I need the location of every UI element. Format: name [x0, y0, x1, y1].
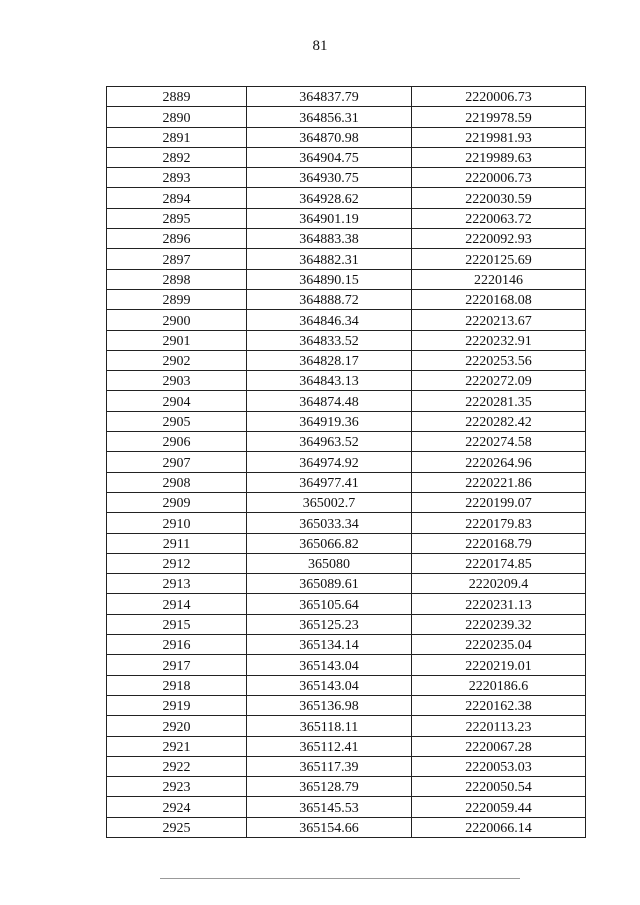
point-number-cell: 2920	[107, 716, 247, 736]
point-number-cell: 2919	[107, 695, 247, 715]
point-number-cell: 2918	[107, 675, 247, 695]
table-row	[107, 472, 586, 492]
point-number-cell: 2909	[107, 492, 247, 512]
point-number-cell: 2921	[107, 736, 247, 756]
y-coordinate-cell: 2220281.35	[412, 391, 586, 411]
table-row	[107, 432, 586, 452]
point-number-cell: 2922	[107, 756, 247, 776]
table-row	[107, 249, 586, 269]
point-number-cell: 2895	[107, 208, 247, 228]
table-row	[107, 87, 586, 107]
table-row	[107, 350, 586, 370]
x-coordinate-cell: 364828.17	[247, 350, 412, 370]
table-row	[107, 127, 586, 147]
table-row	[107, 716, 586, 736]
x-coordinate-cell: 364963.52	[247, 432, 412, 452]
x-coordinate-cell: 364919.36	[247, 411, 412, 431]
point-number-cell: 2915	[107, 614, 247, 634]
y-coordinate-cell: 2220272.09	[412, 371, 586, 391]
y-coordinate-cell: 2220213.67	[412, 310, 586, 330]
x-coordinate-cell: 365125.23	[247, 614, 412, 634]
point-number-cell: 2913	[107, 574, 247, 594]
point-number-cell: 2917	[107, 655, 247, 675]
table-row	[107, 574, 586, 594]
y-coordinate-cell: 2220253.56	[412, 350, 586, 370]
table-row	[107, 655, 586, 675]
table-row	[107, 310, 586, 330]
y-coordinate-cell: 2219978.59	[412, 107, 586, 127]
point-number-cell: 2897	[107, 249, 247, 269]
point-number-cell: 2924	[107, 797, 247, 817]
x-coordinate-cell: 365143.04	[247, 675, 412, 695]
x-coordinate-cell: 365105.64	[247, 594, 412, 614]
y-coordinate-cell: 2220209.4	[412, 574, 586, 594]
x-coordinate-cell: 364930.75	[247, 168, 412, 188]
point-number-cell: 2925	[107, 817, 247, 837]
y-coordinate-cell: 2220053.03	[412, 756, 586, 776]
point-number-cell: 2908	[107, 472, 247, 492]
x-coordinate-cell: 364888.72	[247, 289, 412, 309]
table-row	[107, 817, 586, 837]
point-number-cell: 2910	[107, 513, 247, 533]
x-coordinate-cell: 365002.7	[247, 492, 412, 512]
y-coordinate-cell: 2220274.58	[412, 432, 586, 452]
y-coordinate-cell: 2220113.23	[412, 716, 586, 736]
x-coordinate-cell: 365154.66	[247, 817, 412, 837]
x-coordinate-cell: 364846.34	[247, 310, 412, 330]
y-coordinate-cell: 2220232.91	[412, 330, 586, 350]
x-coordinate-cell: 364977.41	[247, 472, 412, 492]
x-coordinate-cell: 364870.98	[247, 127, 412, 147]
point-number-cell: 2900	[107, 310, 247, 330]
table-row	[107, 391, 586, 411]
y-coordinate-cell: 2220221.86	[412, 472, 586, 492]
y-coordinate-cell: 2220066.14	[412, 817, 586, 837]
y-coordinate-cell: 2220092.93	[412, 229, 586, 249]
point-number-cell: 2889	[107, 87, 247, 107]
y-coordinate-cell: 2220146	[412, 269, 586, 289]
bottom-rule	[160, 878, 520, 879]
table-row	[107, 513, 586, 533]
x-coordinate-cell: 364882.31	[247, 249, 412, 269]
table-row	[107, 229, 586, 249]
table-row	[107, 756, 586, 776]
table-row	[107, 289, 586, 309]
y-coordinate-cell: 2220059.44	[412, 797, 586, 817]
y-coordinate-cell: 2220168.08	[412, 289, 586, 309]
y-coordinate-cell: 2220067.28	[412, 736, 586, 756]
point-number-cell: 2901	[107, 330, 247, 350]
table-row	[107, 533, 586, 553]
point-number-cell: 2905	[107, 411, 247, 431]
x-coordinate-cell: 364833.52	[247, 330, 412, 350]
point-number-cell: 2903	[107, 371, 247, 391]
y-coordinate-cell: 2220235.04	[412, 635, 586, 655]
y-coordinate-cell: 2220239.32	[412, 614, 586, 634]
x-coordinate-cell: 365112.41	[247, 736, 412, 756]
x-coordinate-cell: 364856.31	[247, 107, 412, 127]
table-row	[107, 411, 586, 431]
table-row	[107, 675, 586, 695]
y-coordinate-cell: 2220264.96	[412, 452, 586, 472]
table-row	[107, 492, 586, 512]
point-number-cell: 2898	[107, 269, 247, 289]
table-row	[107, 208, 586, 228]
table-row	[107, 452, 586, 472]
table-row	[107, 695, 586, 715]
x-coordinate-cell: 365066.82	[247, 533, 412, 553]
y-coordinate-cell: 2220050.54	[412, 777, 586, 797]
table-row	[107, 797, 586, 817]
point-number-cell: 2904	[107, 391, 247, 411]
y-coordinate-cell: 2220162.38	[412, 695, 586, 715]
x-coordinate-cell: 364904.75	[247, 147, 412, 167]
y-coordinate-cell: 2220174.85	[412, 553, 586, 573]
table-row	[107, 594, 586, 614]
point-number-cell: 2894	[107, 188, 247, 208]
x-coordinate-cell: 365145.53	[247, 797, 412, 817]
x-coordinate-cell: 365143.04	[247, 655, 412, 675]
x-coordinate-cell: 364928.62	[247, 188, 412, 208]
table-row	[107, 553, 586, 573]
x-coordinate-cell: 365136.98	[247, 695, 412, 715]
y-coordinate-cell: 2220006.73	[412, 87, 586, 107]
coordinates-table	[106, 86, 586, 838]
x-coordinate-cell: 365134.14	[247, 635, 412, 655]
x-coordinate-cell: 365033.34	[247, 513, 412, 533]
x-coordinate-cell: 364974.92	[247, 452, 412, 472]
x-coordinate-cell: 365128.79	[247, 777, 412, 797]
y-coordinate-cell: 2220282.42	[412, 411, 586, 431]
table-row	[107, 330, 586, 350]
point-number-cell: 2899	[107, 289, 247, 309]
table-row	[107, 168, 586, 188]
x-coordinate-cell: 365089.61	[247, 574, 412, 594]
y-coordinate-cell: 2220186.6	[412, 675, 586, 695]
point-number-cell: 2916	[107, 635, 247, 655]
point-number-cell: 2896	[107, 229, 247, 249]
x-coordinate-cell: 364874.48	[247, 391, 412, 411]
y-coordinate-cell: 2220199.07	[412, 492, 586, 512]
x-coordinate-cell: 365080	[247, 553, 412, 573]
point-number-cell: 2893	[107, 168, 247, 188]
y-coordinate-cell: 2219989.63	[412, 147, 586, 167]
y-coordinate-cell: 2220179.83	[412, 513, 586, 533]
y-coordinate-cell: 2220125.69	[412, 249, 586, 269]
table-row	[107, 635, 586, 655]
y-coordinate-cell: 2220063.72	[412, 208, 586, 228]
x-coordinate-cell: 364901.19	[247, 208, 412, 228]
point-number-cell: 2891	[107, 127, 247, 147]
x-coordinate-cell: 364890.15	[247, 269, 412, 289]
y-coordinate-cell: 2220006.73	[412, 168, 586, 188]
coordinates-table-body	[107, 87, 586, 838]
point-number-cell: 2914	[107, 594, 247, 614]
table-row	[107, 269, 586, 289]
y-coordinate-cell: 2220231.13	[412, 594, 586, 614]
y-coordinate-cell: 2220030.59	[412, 188, 586, 208]
table-row	[107, 371, 586, 391]
point-number-cell: 2890	[107, 107, 247, 127]
point-number-cell: 2907	[107, 452, 247, 472]
point-number-cell: 2912	[107, 553, 247, 573]
x-coordinate-cell: 364883.38	[247, 229, 412, 249]
point-number-cell: 2911	[107, 533, 247, 553]
y-coordinate-cell: 2219981.93	[412, 127, 586, 147]
point-number-cell: 2906	[107, 432, 247, 452]
point-number-cell: 2902	[107, 350, 247, 370]
table-row	[107, 614, 586, 634]
table-row	[107, 736, 586, 756]
x-coordinate-cell: 365117.39	[247, 756, 412, 776]
point-number-cell: 2923	[107, 777, 247, 797]
table-row	[107, 188, 586, 208]
page-number: 81	[312, 38, 328, 54]
table-row	[107, 147, 586, 167]
y-coordinate-cell: 2220219.01	[412, 655, 586, 675]
x-coordinate-cell: 364843.13	[247, 371, 412, 391]
table-row	[107, 777, 586, 797]
x-coordinate-cell: 365118.11	[247, 716, 412, 736]
x-coordinate-cell: 364837.79	[247, 87, 412, 107]
y-coordinate-cell: 2220168.79	[412, 533, 586, 553]
table-row	[107, 107, 586, 127]
point-number-cell: 2892	[107, 147, 247, 167]
